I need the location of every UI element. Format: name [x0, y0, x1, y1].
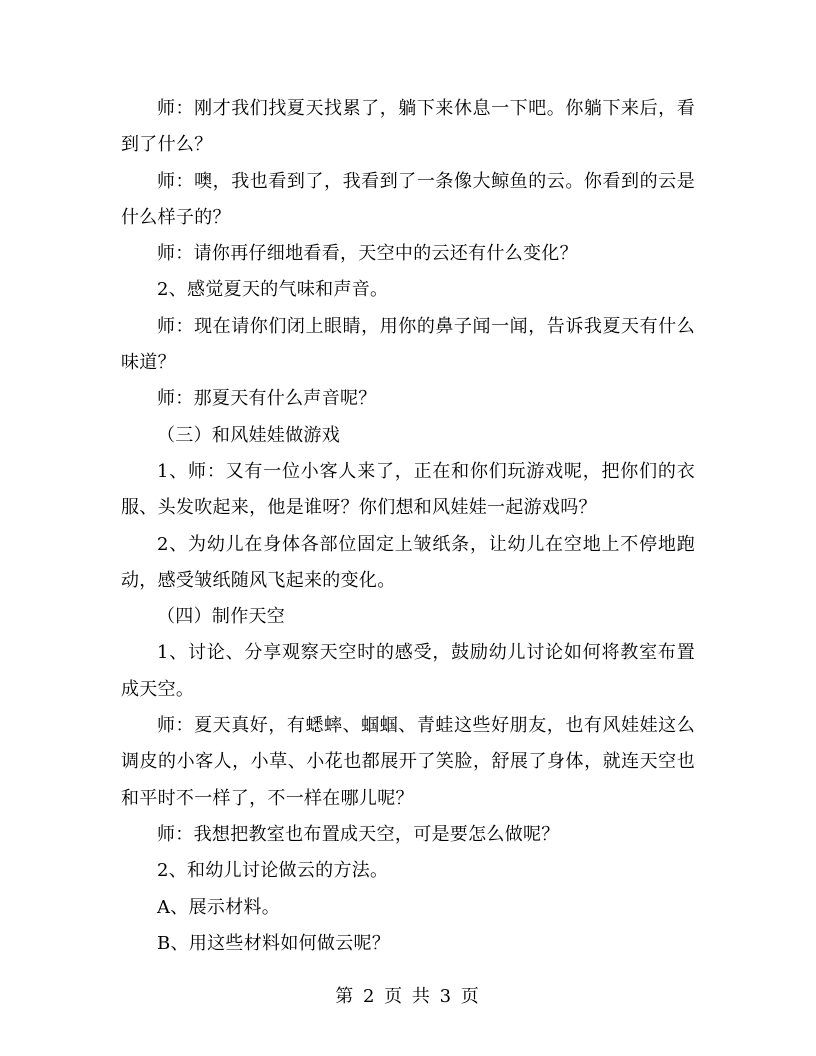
- document-body: [121, 91, 695, 962]
- paragraph: 1、讨论、分享观察天空时的感受，鼓励幼儿讨论如何将教室布置成天空。: [121, 642, 695, 700]
- paragraph: 师：请你再仔细地看看，天空中的云还有什么变化？: [157, 243, 578, 265]
- paragraph: 2、为幼儿在身体各部位固定上皱纸条，让幼儿在空地上不停地跑动，感受皱纸随风飞起来的变化。: [121, 533, 695, 591]
- paragraph: 师：那夏天有什么声音呢？: [157, 388, 377, 410]
- paragraph: 师：噢，我也看到了，我看到了一条像大鲸鱼的云。你看到的云是什么样子的？: [121, 170, 695, 228]
- paragraph: B、用这些材料如何做云呢？: [157, 932, 391, 954]
- paragraph: 师：我想把教室也布置成天空，可是要怎么做呢？: [157, 823, 560, 845]
- page-number-footer: 第 2 页 共 3 页: [335, 986, 481, 1007]
- section-heading: （三）和风娃娃做游戏: [157, 424, 340, 446]
- paragraph: 1、师：又有一位小客人来了，正在和你们玩游戏呢，把你们的衣服、头发吹起来，他是谁呀？你们想和风娃娃一起游戏吗？: [121, 460, 695, 519]
- paragraph: 师：刚才我们找夏天找累了，躺下来休息一下吧。你躺下来后，看到了什么？: [121, 98, 695, 156]
- paragraph: 师：现在请你们闭上眼睛，用你的鼻子闻一闻，告诉我夏天有什么味道？: [121, 315, 695, 374]
- paragraph: 2、和幼儿讨论做云的方法。: [157, 860, 389, 882]
- paragraph: 2、感觉夏天的气味和声音。: [157, 279, 389, 301]
- section-heading: （四）制作天空: [157, 606, 286, 628]
- paragraph: 师：夏天真好，有蟋蟀、蝈蝈、青蛙这些好朋友，也有风娃娃这么调皮的小客人，小草、小花也都展开了笑脸，舒展了身体，就连天空也和平时不一样了，不一样在哪儿呢？: [121, 715, 695, 809]
- paragraph: A、展示材料。: [157, 896, 281, 918]
